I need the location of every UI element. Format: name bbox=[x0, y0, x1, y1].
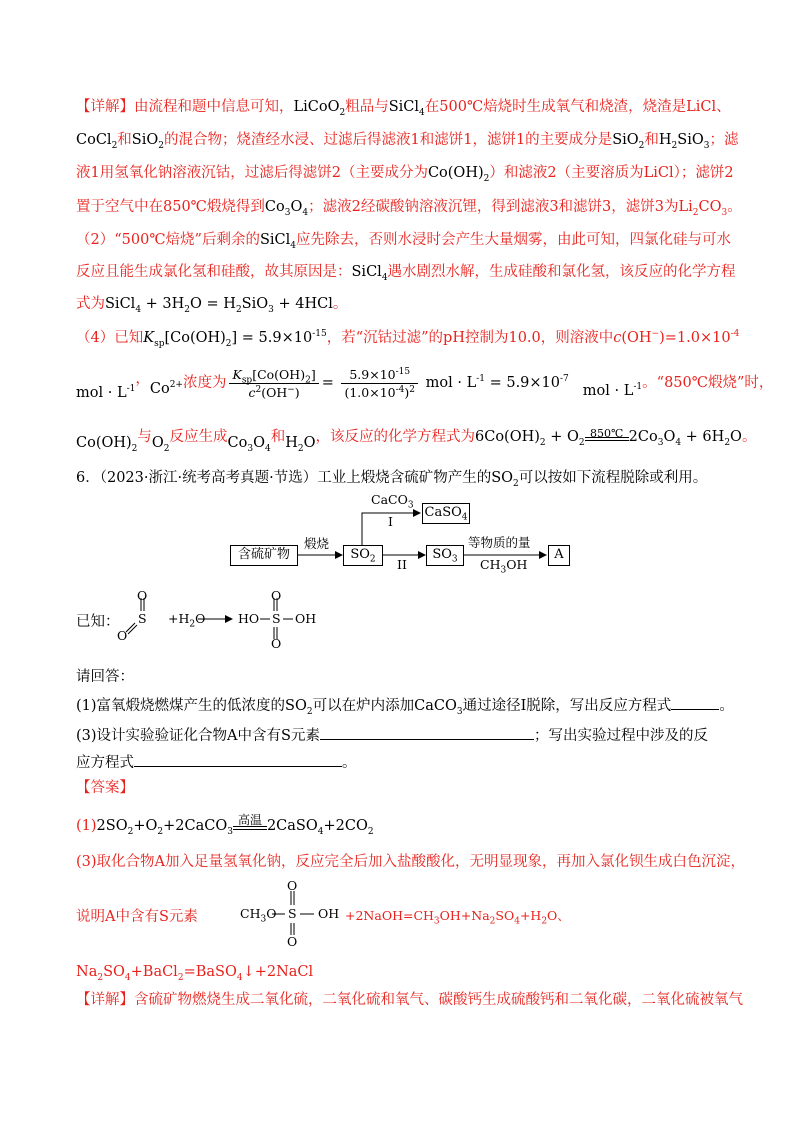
answer-1: $(1)2SO_2+O_2+2CaCO_3$ 高温 $2CaSO_4+2CO_2$ bbox=[76, 813, 374, 837]
box-so3: $SO_3$ bbox=[426, 545, 464, 566]
box-caso4: CaSO$_4$ bbox=[422, 503, 470, 524]
box-sulfur-ore: 含硫矿物 bbox=[230, 545, 298, 566]
detail-tag: 【详解】 bbox=[76, 992, 134, 1008]
oh-concentration: $c(OH^-)=1.0\times 10^{-4}$ bbox=[613, 329, 740, 346]
condition-arrow: 高温 bbox=[233, 822, 267, 830]
detail-line-6: 反应且能生成氯化氢和硅酸，故其原因是：SiCl$_4$遇水剧烈水解，生成硅酸和氯化氢，该反应的化学方程 bbox=[76, 264, 736, 283]
box-a: A bbox=[548, 545, 570, 566]
detail-line-5: （2）“500℃焙烧”后剩余的SiCl$_4$应先除去，否则水浸时会产生大量烟雾，由此可知，四氯化硅与可水 bbox=[76, 232, 731, 251]
condition-arrow: 850℃ bbox=[585, 433, 629, 441]
formula: LiCoO$_2$ bbox=[293, 99, 346, 118]
unit: mol · $L^{-1}$ bbox=[76, 384, 136, 401]
formula: $SO_2$ bbox=[491, 470, 519, 489]
detail-line-10: $Co(OH)_2$与$O_2$反应生成$Co_3O_4$和$H_2O$，该反应的化学方程式为$6Co(OH)_2 + O_2$ 850℃ $2Co_3O_4 + 6H_2O$。 bbox=[76, 427, 757, 454]
detail-line-8: （4）已知$K_{sp}[Co(OH)_2] = 5.9\times 10^{-15}$，若“沉钴过滤”的pH控制为10.0，则溶液中$c(OH^-)=1.0\times 10^{-4}$ bbox=[76, 329, 740, 349]
formula: $Li_2CO_3$ bbox=[678, 199, 728, 218]
formula: $Co(OH)_2$ bbox=[76, 435, 138, 454]
equation: $2SO_2+O_2+2CaCO_3$ 高温 $2CaSO_4+2CO_2$ bbox=[96, 813, 374, 837]
formula: $H_2SiO_3$ bbox=[658, 132, 710, 151]
label-equal-amount: 等物质的量 bbox=[468, 535, 531, 550]
formula: SiCl$_4$ bbox=[259, 232, 296, 251]
formula: $Co(OH)_2$ bbox=[427, 165, 490, 184]
question-6-stem: 6．（2023·浙江·统考高考真题·节选）工业上煅烧含硫矿物产生的$SO_2$可以按如下流程脱除或利用。 bbox=[76, 470, 708, 489]
detail-line-7: 式为SiCl$_4$ + $3H_2O = H_2SiO_3 + 4HCl$。 bbox=[76, 296, 348, 315]
fraction-ksp-over-c2: $\frac{K_{sp}[Co(OH)_2]}{c^2(OH^-)}$ bbox=[229, 366, 318, 401]
formula: $Co_3O_4$ bbox=[264, 199, 309, 218]
answer-3: (3)取化合物A加入足量氢氧化钠，反应完全后加入盐酸酸化，无明显现象，再加入氯化钡生成白色沉淀， bbox=[76, 854, 746, 870]
label-route-1: I bbox=[388, 514, 393, 529]
fraction-numeric: $\frac{5.9\times 10^{-15}}{(1.0\times 10^{-4})^2}$ bbox=[341, 366, 418, 401]
formula: $Co^{2+}$ bbox=[149, 380, 183, 397]
question-1: (1)富氧煅烧燃煤产生的低浓度的$SO_2$可以在炉内添加CaCO$_3$通过途径Ⅰ脱除，写出反应方程式 。 bbox=[76, 695, 734, 716]
formula: SiO$_2$ bbox=[612, 132, 645, 151]
label-route-2: II bbox=[397, 557, 407, 572]
label-calcine: 煅烧 bbox=[304, 536, 330, 551]
detail-line-4: 置于空气中在850℃煅烧得到$Co_3O_4$；滤液2经碳酸钠溶液沉锂，得到滤液3和滤饼3，滤饼3为$Li_2CO_3$。 bbox=[76, 199, 742, 218]
formula: CoCl$_2$ bbox=[76, 132, 118, 151]
known-label: 已知： bbox=[76, 614, 120, 630]
formula: $SO_2$ bbox=[285, 698, 313, 717]
answer-tag: 【答案】 bbox=[76, 780, 134, 796]
formula: $Co_3O_4$ bbox=[227, 435, 271, 454]
answer-blank-1 bbox=[671, 695, 719, 710]
ksp-expression: $K_{sp}[Co(OH)_2] = 5.9\times 10^{-15}$ bbox=[143, 329, 327, 349]
formula: SiO$_2$ bbox=[131, 132, 164, 151]
label-caco3: CaCO$_3$ bbox=[371, 492, 414, 511]
answer-blank-3a bbox=[320, 725, 534, 740]
detail-2: 【详解】含硫矿物燃烧生成二氧化硫，二氧化硫和氧气、碳酸钙生成硫酸钙和二氧化碳，二氧化硫被氧气 bbox=[76, 992, 743, 1008]
result: mol · $L^{-1} = 5.9\times 10^{-7}$ bbox=[421, 374, 569, 391]
question-3-cont: 应方程式 。 bbox=[76, 752, 357, 773]
questions-intro: 请回答： bbox=[76, 669, 134, 685]
formula: $O_2$ bbox=[151, 435, 170, 454]
formula: CaCO$_3$ bbox=[414, 698, 463, 717]
equation: SiCl$_4$ + $3H_2O = H_2SiO_3 + 4HCl$ bbox=[105, 296, 333, 315]
question-3: (3)设计实验验证化合物A中含有S元素 ；写出实验过程中涉及的反 bbox=[76, 725, 708, 746]
answer-3-equation-2: $Na_2SO_4+BaCl_2=BaSO_4↓+2NaCl$ bbox=[76, 964, 314, 983]
detail-line-2: CoCl$_2$和SiO$_2$的混合物；烧渣经水浸、过滤后得滤液1和滤饼1，滤饼1的主要成分是SiO$_2$和$H_2SiO_3$；滤 bbox=[76, 132, 739, 151]
unit: mol · $L^{-1}$ bbox=[582, 382, 643, 399]
detail-line-1: 【详解】由流程和题中信息可知，LiCoO$_2$粗品与SiCl$_4$在500℃焙烧时生成氧气和烧渣，烧渣是LiCl、 bbox=[76, 99, 731, 118]
formula: SiCl$_4$ bbox=[351, 264, 388, 283]
formula: $H_2O$ bbox=[285, 435, 316, 454]
structure-bonds bbox=[0, 875, 400, 955]
detail-line-3: 液1用氢氧化钠溶液沉钴，过滤后得滤饼2（主要成分为$Co(OH)_2$）和滤液2（主要溶质为LiCl）；滤饼2 bbox=[76, 165, 734, 184]
label-ch3oh: $CH_3OH$ bbox=[480, 557, 528, 576]
detail-line-9: mol · $L^{-1}$，$Co^{2+}$浓度为 $\frac{K_{sp}[Co(OH)_2]}{c^2(OH^-)}$ = $\frac{5.9\times 10^{-15}}{(1.0\times 10^{-4})^2}$ mol · $L^{-1} = 5.9\times 10^{-7}mol \cdot L^{-1}$。“850℃煅烧”时， bbox=[76, 366, 774, 401]
equation: $6Co(OH)_2 + O_2$ 850℃ $2Co_3O_4 + 6H_2O$ bbox=[475, 427, 742, 448]
formula: SiCl$_4$ bbox=[388, 99, 425, 118]
answer-blank-3b bbox=[134, 752, 342, 767]
detail-tag: 【详解】 bbox=[76, 99, 134, 115]
box-so2: $SO_2$ bbox=[343, 545, 383, 566]
